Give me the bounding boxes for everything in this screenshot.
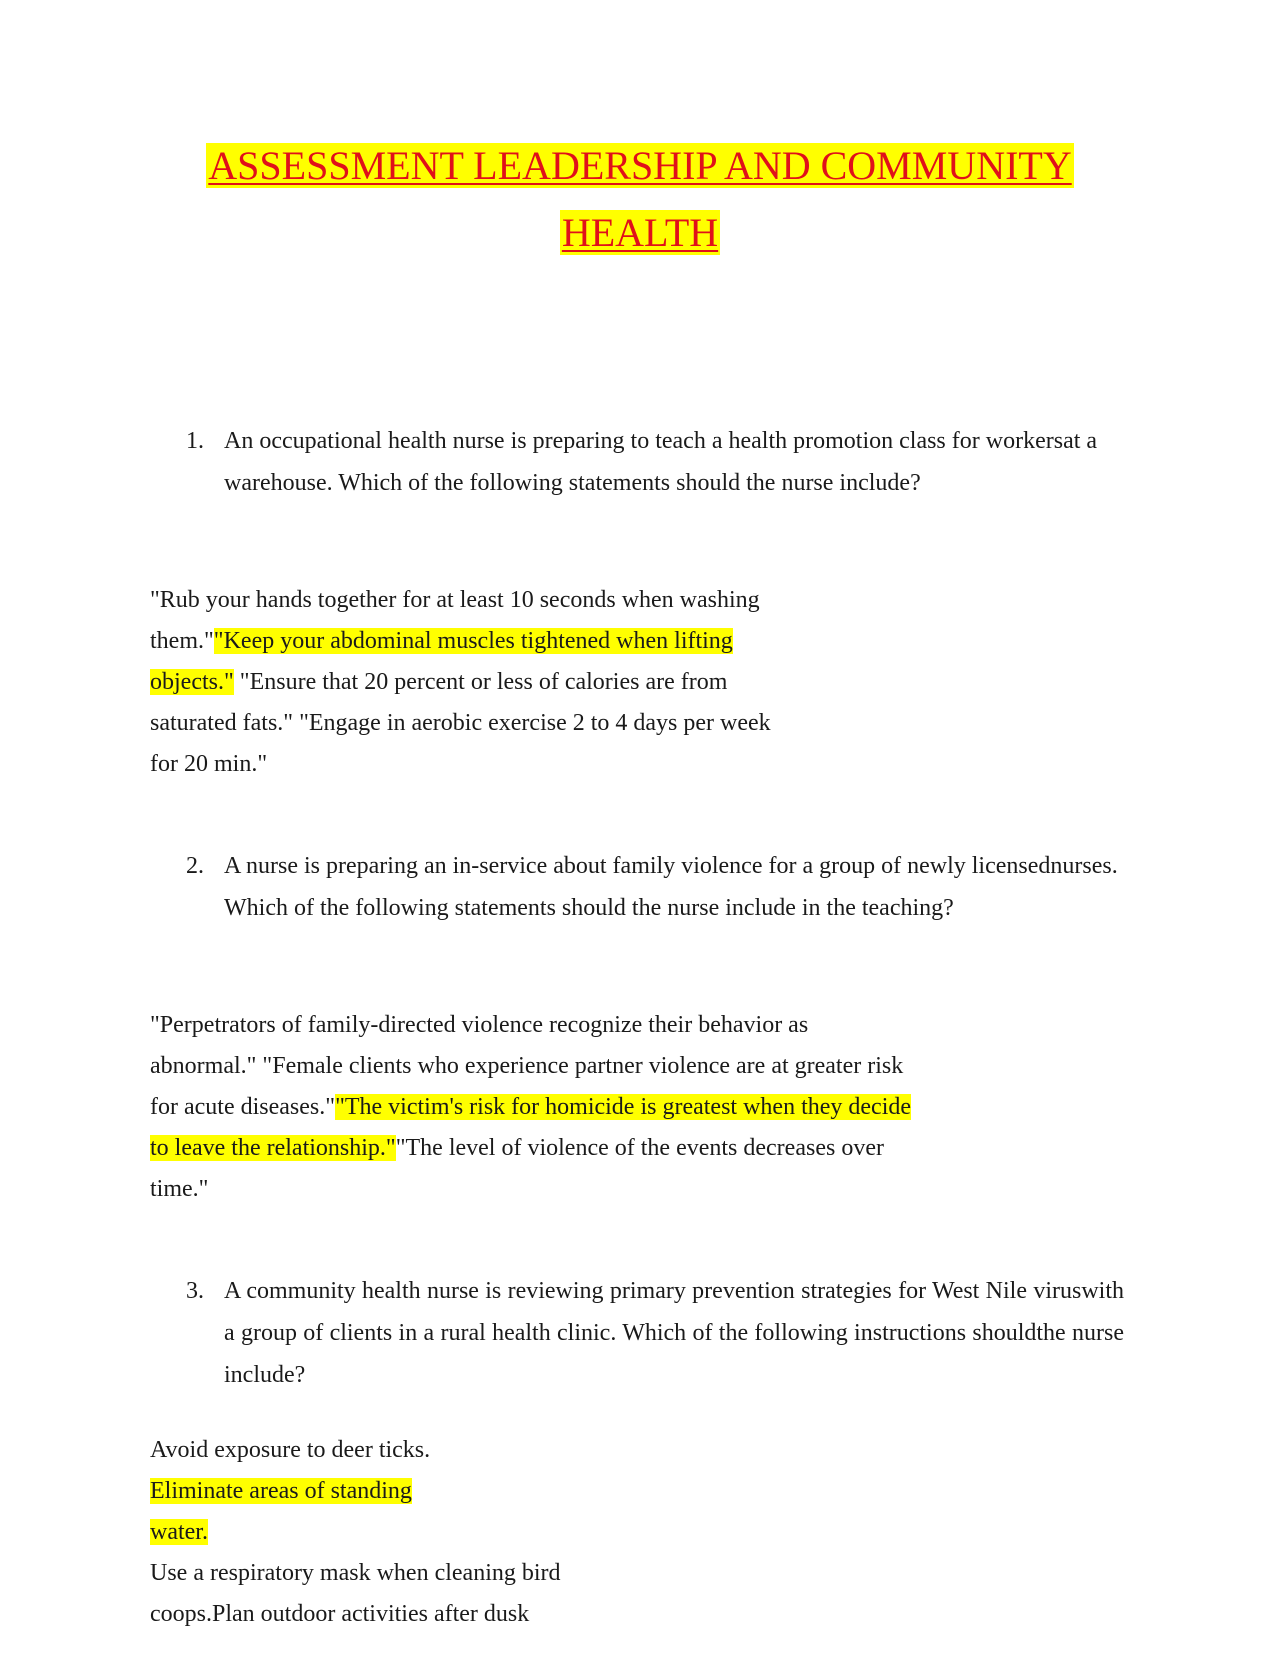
document-title-line-1 — [0, 143, 1280, 188]
answer-text: saturated fats." "Engage in aerobic exercise 2 to 4 days per week — [150, 710, 771, 736]
answer-line — [150, 1559, 561, 1587]
answer-line — [150, 586, 760, 614]
correct-answer-highlight: Eliminate areas of standing — [150, 1478, 412, 1504]
answer-line — [150, 709, 771, 737]
answer-text: "Ensure that 20 percent or less of calories are from — [233, 669, 728, 695]
answer-line — [150, 750, 267, 778]
question-number: 2. — [186, 853, 204, 879]
answer-text: for acute diseases." — [150, 1094, 336, 1120]
answer-line — [150, 1093, 911, 1121]
answer-text: "Perpetrators of family-directed violence recognize their behavior as — [150, 1012, 809, 1038]
answer-line — [150, 668, 727, 696]
answer-text: Use a respiratory mask when cleaning bird — [150, 1560, 561, 1586]
answer-text: time." — [150, 1176, 209, 1202]
answer-line — [150, 627, 733, 655]
answer-line — [150, 1477, 412, 1505]
question-number: 1. — [186, 428, 204, 454]
answer-line — [150, 1175, 208, 1203]
correct-answer-highlight: water. — [150, 1519, 208, 1545]
question-1 — [186, 420, 1124, 504]
answer-text: abnormal." "Female clients who experience partner violence are at greater risk — [150, 1053, 904, 1079]
answer-line — [150, 1436, 430, 1464]
answer-text: Avoid exposure to deer ticks. — [150, 1437, 431, 1463]
question-2 — [186, 845, 1124, 929]
answer-text: coops.Plan outdoor activities after dusk — [150, 1601, 530, 1627]
answer-text: for 20 min." — [150, 751, 268, 777]
question-stem: A nurse is preparing an in-service about family violence for a group of newly licensednurses. Which of the following statements should the nurse include in the teaching? — [224, 853, 1118, 921]
answer-line — [150, 1134, 884, 1162]
title-highlight: ASSESSMENT LEADERSHIP AND COMMUNITY — [208, 143, 1072, 188]
answer-text: "Rub your hands together for at least 10 seconds when washing — [150, 587, 760, 613]
question-stem: An occupational health nurse is preparing to teach a health promotion class for workersat a warehouse. Which of the following statements should the nurse include? — [224, 428, 1098, 496]
correct-answer-highlight: to leave the relationship." — [150, 1135, 396, 1161]
answer-text: "The level of violence of the events decreases over — [395, 1135, 884, 1161]
question-3 — [186, 1270, 1124, 1396]
answer-line — [150, 1600, 529, 1628]
document-title-line-2 — [0, 210, 1280, 255]
answer-line — [150, 1518, 208, 1546]
correct-answer-highlight: "The victim's risk for homicide is greatest when they decide — [335, 1094, 912, 1120]
answer-line — [150, 1011, 808, 1039]
answer-text: them." — [150, 628, 214, 654]
title-highlight: HEALTH — [561, 210, 719, 255]
question-stem: A community health nurse is reviewing primary prevention strategies for West Nile viruswith a group of clients in a rural health clinic. Which of the following instructions shouldthe nurse include? — [224, 1278, 1124, 1388]
answer-line — [150, 1052, 903, 1080]
correct-answer-highlight: "Keep your abdominal muscles tightened when lifting — [213, 628, 733, 654]
correct-answer-highlight: objects." — [150, 669, 234, 695]
question-number: 3. — [186, 1278, 204, 1304]
